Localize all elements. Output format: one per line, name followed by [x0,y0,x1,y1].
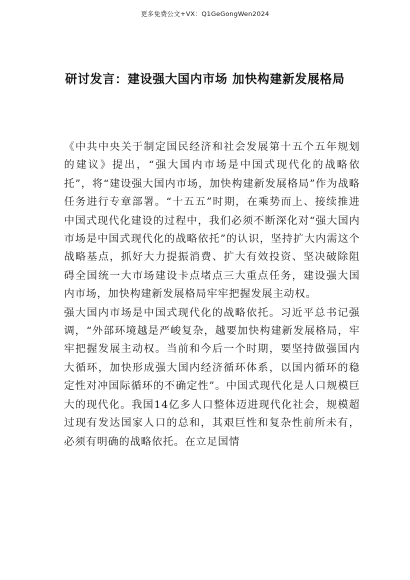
paragraph-1: 《中共中央关于制定国民经济和社会发展第十五个五年规划的建议》提出，“强大国内市场是中国式现代化的战略依托”，将“建设强大国内市场，加快构建新发展格局”作为战略任务进行专章部署。“十五五”时期，在乘势而上、接续推进中国式现代化建设的过程中，我们必须不断深化对“强大国内市场是中国式现代化的战略依托”的认识，坚持扩大内需这个战略基点，抓好大力提振消费、扩大有效投资、坚决破除阻碍全国统一大市场建设卡点堵点三大重点任务，建设强大国内市场，加快构建新发展格局牢牢把握发展主动权。 [64,141,360,301]
header-note: 更多免费公文+VX：Q1GeGongWen2024 [140,10,270,18]
document-title: 研讨发言：建设强大国内市场 加快构建新发展格局 [65,72,345,86]
paragraph-2: 强大国内市场是中国式现代化的战略依托。习近平总书记强调，“外部环境越是严峻复杂，越要加快构建新发展格局，牢牢把握发展主动权。当前和今后一个时期，要坚持做强国内大循环，加快形成强大国内经济循环体系，以国内循环的稳定性对冲国际循环的不确定性”。中国式现代化是人口规模巨大的现代化。我国14亿多人口整体迈进现代化社会，规模超过现有发达国家人口的总和，其艰巨性和复杂性前所未有，必须有明确的战略依托。在立足国情 [64,306,360,448]
document-body [64,138,360,451]
